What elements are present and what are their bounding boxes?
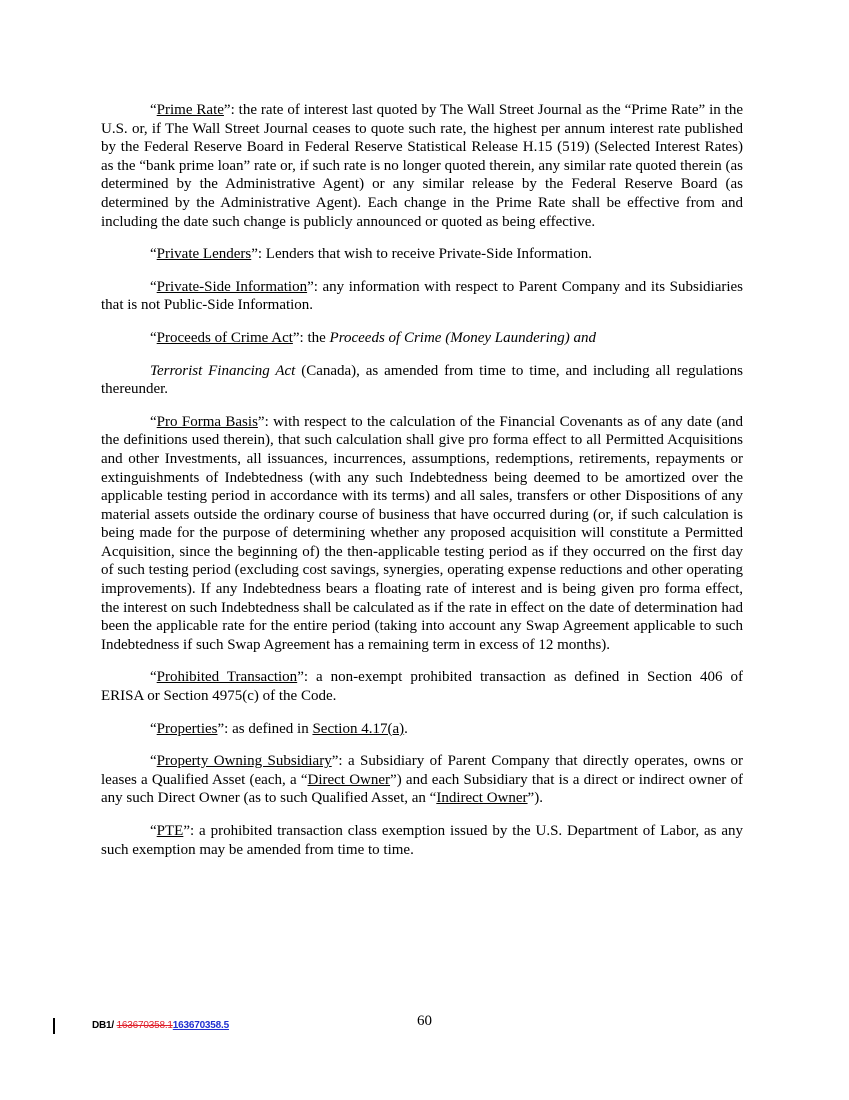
- defined-term: Proceeds of Crime Act: [156, 329, 293, 346]
- definition-pte: “PTE”: a prohibited transaction class exemption issued by the U.S. Department of Labor, as any such exemption may be amended from time to time.: [101, 823, 743, 858]
- defined-term: PTE: [156, 823, 184, 839]
- page-number: 60: [417, 1013, 432, 1029]
- definition-proceeds-of-crime-act-continued: Terrorist Financing Act (Canada), as amended from time to time, and including all regulations thereunder.: [101, 362, 743, 398]
- act-title-italic: Terrorist Financing Act: [150, 362, 296, 379]
- act-title-italic: Proceeds of Crime (Money Laundering) and: [329, 329, 597, 346]
- definition-property-owning-subsidiary: “Property Owning Subsidiary”: a Subsidiary of Parent Company that directly operates, owns or leases a Qualified Asset (each, a “Direct Owner”) and each Subsidiary that is a direct or indirect owner of any such Direct Owner (as to such Qualified Asset, an “Indirect Owner”).: [101, 753, 744, 807]
- definition-prohibited-transaction: “Prohibited Transaction”: a non-exempt prohibited transaction as defined in Section 406 of ERISA or Section 4975(c) of the Code.: [101, 669, 743, 705]
- definition-properties: “Properties”: as defined in Section 4.17(a).: [150, 720, 408, 737]
- inserted-document-id: 163670358.5: [172, 1020, 229, 1031]
- defined-term: Properties: [156, 720, 218, 737]
- document-id: DB1/ 163670358.1163670358.5: [92, 1020, 229, 1031]
- defined-term: Property Owning Subsidiary: [156, 753, 332, 770]
- change-bar: [53, 1018, 55, 1034]
- definition-private-lenders: “Private Lenders”: Lenders that wish to receive Private-Side Information.: [150, 246, 592, 263]
- defined-term: Prime Rate: [156, 102, 224, 118]
- defined-term: Prohibited Transaction: [156, 669, 298, 686]
- definition-proceeds-of-crime-act: “Proceeds of Crime Act”: the Proceeds of Crime (Money Laundering) and: [150, 329, 597, 346]
- section-reference: Section 4.17(a): [312, 720, 405, 737]
- defined-term: Private Lenders: [156, 246, 252, 263]
- deleted-document-id: 163670358.1: [116, 1020, 173, 1031]
- defined-term: Private-Side Information: [156, 278, 308, 295]
- inline-defined-term: Direct Owner: [307, 771, 391, 788]
- definition-prime-rate: “Prime Rate”: the rate of interest last quoted by The Wall Street Journal as the “Prime Rate” in the U.S. or, if The Wall Street Journal ceases to quote such rate, the highest per annum interest rate published by the Federal Reserve Board in Federal Reserve Statistical Release H.15 (519) (Selected Interest Rates) as the “bank prime loan” rate or, if such rate is no longer quoted therein, any similar rate quoted therein (as determined by the Administrative Agent) or any similar release by the Federal Reserve Board (as determined by the Administrative Agent). Each change in the Prime Rate shall be effective from and including the date such change is publicly announced or quoted as being effective.: [101, 102, 743, 230]
- inline-defined-term: Indirect Owner: [436, 790, 528, 807]
- definition-private-side-information: “Private-Side Information”: any information with respect to Parent Company and its Subsidiaries that is not Public-Side Information.: [101, 278, 744, 314]
- definitions-body: [101, 101, 743, 873]
- defined-term: Pro Forma Basis: [156, 413, 258, 430]
- definition-pro-forma-basis: “Pro Forma Basis”: with respect to the calculation of the Financial Covenants as of any date (and the definitions used therein), that such calculation shall give pro forma effect to all Permitted Acquisitions and other Investments, all issuances, incurrences, assumptions, redemptions, retirements, repayments or extinguishments of Indebtedness (with any such Indebtedness being deemed to be amortized over the applicable testing period in accordance with its terms) and all sales, transfers or other Dispositions of any material assets outside the ordinary course of business that have occurred during (or, if such calculation is being made for the purpose of determining whether any proposed acquisition will constitute a Permitted Acquisition, since the beginning of) the then-applicable testing period as if they occurred on the first day of such testing period (excluding cost savings, synergies, operating expense reductions and other operating improvements). If any Indebtedness bears a floating rate of interest and is being given pro forma effect, the interest on such Indebtedness shall be calculated as if the rate in effect on the date of determination had been the applicable rate for the entire period (taking into account any Swap Agreement applicable to such Indebtedness if such Swap Agreement has a remaining term in excess of 12 months).: [101, 413, 743, 653]
